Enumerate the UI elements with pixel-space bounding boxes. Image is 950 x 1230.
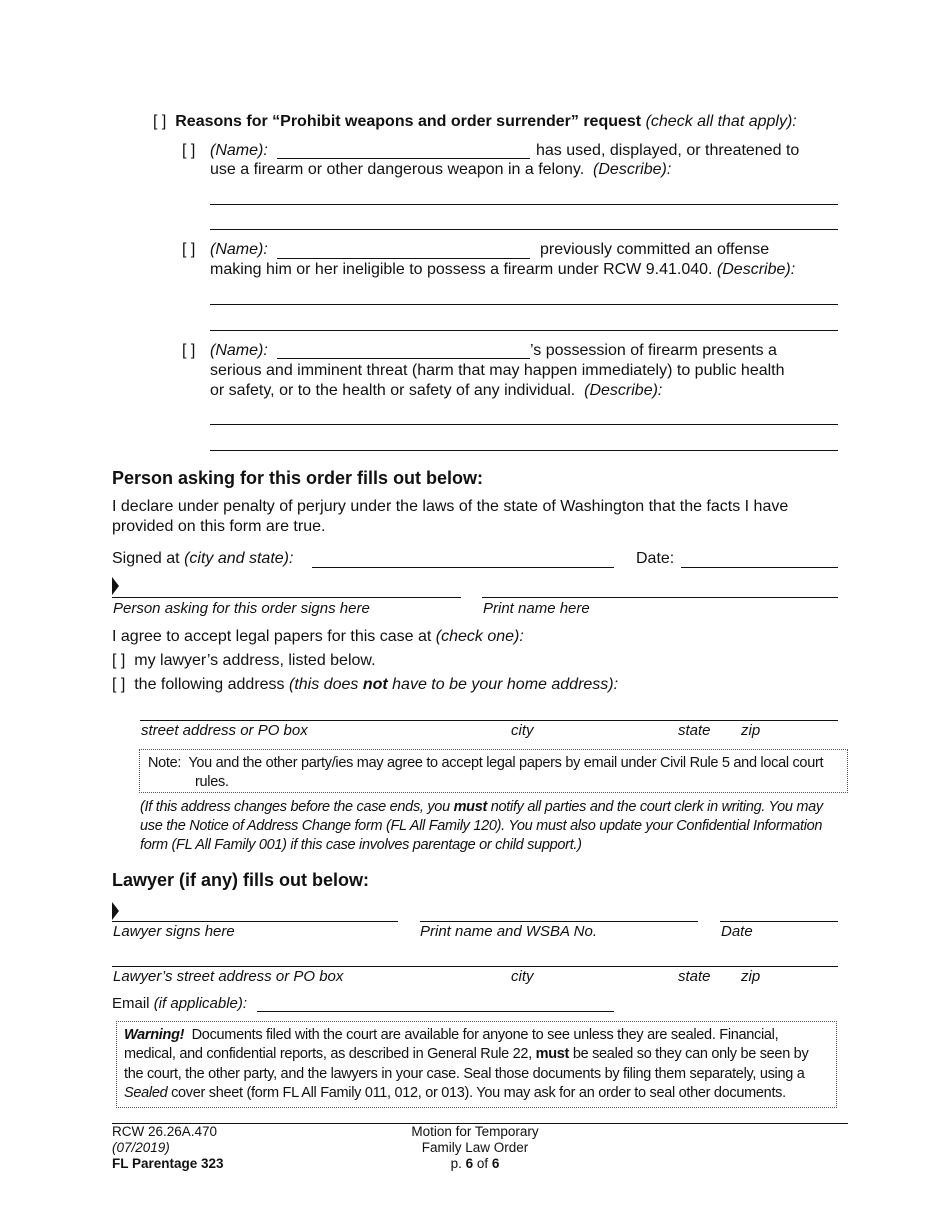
- footer-date: (07/2019): [112, 1140, 170, 1155]
- weapons-heading-italic: (check all that apply):: [645, 113, 797, 130]
- note-line2: rules.: [195, 774, 229, 790]
- addr-city-caption: city: [511, 722, 534, 739]
- item2-describe-line2[interactable]: [210, 330, 838, 331]
- option-following-address: [ ] the following address (this does not have to be your home address):: [112, 676, 619, 693]
- item3-checkbox[interactable]: [ ]: [182, 342, 196, 359]
- item1-name-field[interactable]: [277, 158, 530, 159]
- item1-describe-line2[interactable]: [210, 229, 838, 230]
- footer-rcw: RCW 26.26A.470: [112, 1124, 218, 1139]
- signed-at-label: Signed at (city and state):: [112, 550, 294, 567]
- lawyer-city-caption: city: [511, 968, 534, 985]
- note-line1: Note: You and the other party/ies may agree to accept legal papers by email under Civil Rule 5 and local court: [148, 755, 824, 771]
- declare-line2: provided on this form are true.: [112, 518, 326, 535]
- person-sign-caption: Person asking for this order signs here: [113, 600, 370, 617]
- lawyer-print-caption: Print name and WSBA No.: [420, 923, 598, 940]
- item2-describe-line1[interactable]: [210, 304, 838, 305]
- lawyer-state-caption: state: [678, 968, 711, 985]
- item2-text2: making him or her ineligible to possess a firearm under RCW 9.41.040. (Describe):: [210, 261, 796, 278]
- person-signature-field[interactable]: [112, 597, 461, 598]
- item3-text3: or safety, or to the health or safety of any individual. (Describe):: [210, 382, 663, 399]
- item3-describe-line2[interactable]: [210, 450, 838, 451]
- addr-street-caption: street address or PO box: [141, 722, 308, 739]
- addr-state-caption: state: [678, 722, 711, 739]
- lawyer-address-field[interactable]: [112, 966, 838, 967]
- email-label: Email (if applicable):: [112, 995, 248, 1012]
- agree-text: I agree to accept legal papers for this case at (check one):: [112, 628, 524, 645]
- lawyer-heading: Lawyer (if any) fills out below:: [112, 870, 370, 890]
- address-change-line2: use the Notice of Address Change form (FL All Family 120). You must also update your Confidential Information: [140, 818, 823, 834]
- item2-checkbox[interactable]: [ ]: [182, 241, 196, 258]
- weapons-heading-bold: Reasons for “Prohibit weapons and order surrender” request: [175, 113, 642, 130]
- lawyer-sign-caption: Lawyer signs here: [113, 923, 235, 940]
- lawyer-sign-arrow-icon: [112, 902, 119, 920]
- email-field[interactable]: [257, 1011, 614, 1012]
- address-field[interactable]: [140, 720, 838, 721]
- item3-describe-line1[interactable]: [210, 424, 838, 425]
- footer-title2: Family Law Order: [421, 1140, 529, 1155]
- footer-form: FL Parentage 323: [112, 1156, 224, 1171]
- item2-name-label: (Name):: [210, 241, 268, 258]
- option2-checkbox[interactable]: [ ]: [112, 676, 126, 693]
- address-change-line1: (If this address changes before the case ends, you must notify all parties and the court clerk in writing. You may: [140, 799, 823, 815]
- item2-text1: previously committed an offense: [540, 241, 770, 258]
- item2-name-field[interactable]: [277, 258, 530, 259]
- footer-page: p. 6 of 6: [450, 1156, 500, 1171]
- person-heading: Person asking for this order fills out below:: [112, 468, 484, 488]
- addr-zip-caption: zip: [741, 722, 761, 739]
- item1-text1: has used, displayed, or threatened to: [536, 142, 800, 159]
- lawyer-date-field[interactable]: [720, 921, 838, 922]
- city-state-field[interactable]: [312, 567, 614, 568]
- lawyer-zip-caption: zip: [741, 968, 761, 985]
- declare-line1: I declare under penalty of perjury under the laws of the state of Washington that the facts I have: [112, 498, 789, 515]
- item1-name-label: (Name):: [210, 142, 268, 159]
- option1-checkbox[interactable]: [ ]: [112, 652, 126, 669]
- item3-text1: ’s possession of firearm presents a: [530, 342, 777, 359]
- option-lawyer-address: [ ] my lawyer’s address, listed below.: [112, 652, 376, 669]
- item1-describe-line1[interactable]: [210, 204, 838, 205]
- lawyer-signature-field[interactable]: [112, 921, 398, 922]
- warning-line2: medical, and confidential reports, as described in General Rule 22, must be sealed so they can only be seen by: [124, 1046, 809, 1062]
- warning-line1: Warning! Documents filed with the court are available for anyone to see unless they are sealed. Financial,: [124, 1027, 779, 1043]
- address-change-line3: form (FL All Family 001) if this case involves parentage or child support.): [140, 837, 582, 853]
- item3-text2: serious and imminent threat (harm that may happen immediately) to public health: [210, 362, 785, 379]
- weapons-checkbox[interactable]: [ ]: [153, 113, 167, 130]
- date-label: Date:: [636, 550, 675, 567]
- item3-name-field[interactable]: [277, 358, 530, 359]
- lawyer-street-caption: Lawyer’s street address or PO box: [113, 968, 344, 985]
- warning-line4: Sealed cover sheet (form FL All Family 011, 012, or 013). You may ask for an order to seal other documents.: [124, 1085, 786, 1101]
- lawyer-print-name-field[interactable]: [420, 921, 698, 922]
- footer-title1: Motion for Temporary: [411, 1124, 539, 1139]
- person-print-name-field[interactable]: [482, 597, 838, 598]
- item1-text2: use a firearm or other dangerous weapon in a felony. (Describe):: [210, 161, 672, 178]
- weapons-heading: [153, 113, 797, 131]
- sign-arrow-icon: [112, 577, 119, 595]
- lawyer-date-caption: Date: [721, 923, 753, 940]
- item1-checkbox[interactable]: [ ]: [182, 142, 196, 159]
- person-print-caption: Print name here: [483, 600, 590, 617]
- date-field[interactable]: [681, 567, 838, 568]
- item3-name-label: (Name):: [210, 342, 268, 359]
- warning-line3: the court, the other party, and the lawyers in your case. Seal those documents by filing them separately, using a: [124, 1066, 805, 1082]
